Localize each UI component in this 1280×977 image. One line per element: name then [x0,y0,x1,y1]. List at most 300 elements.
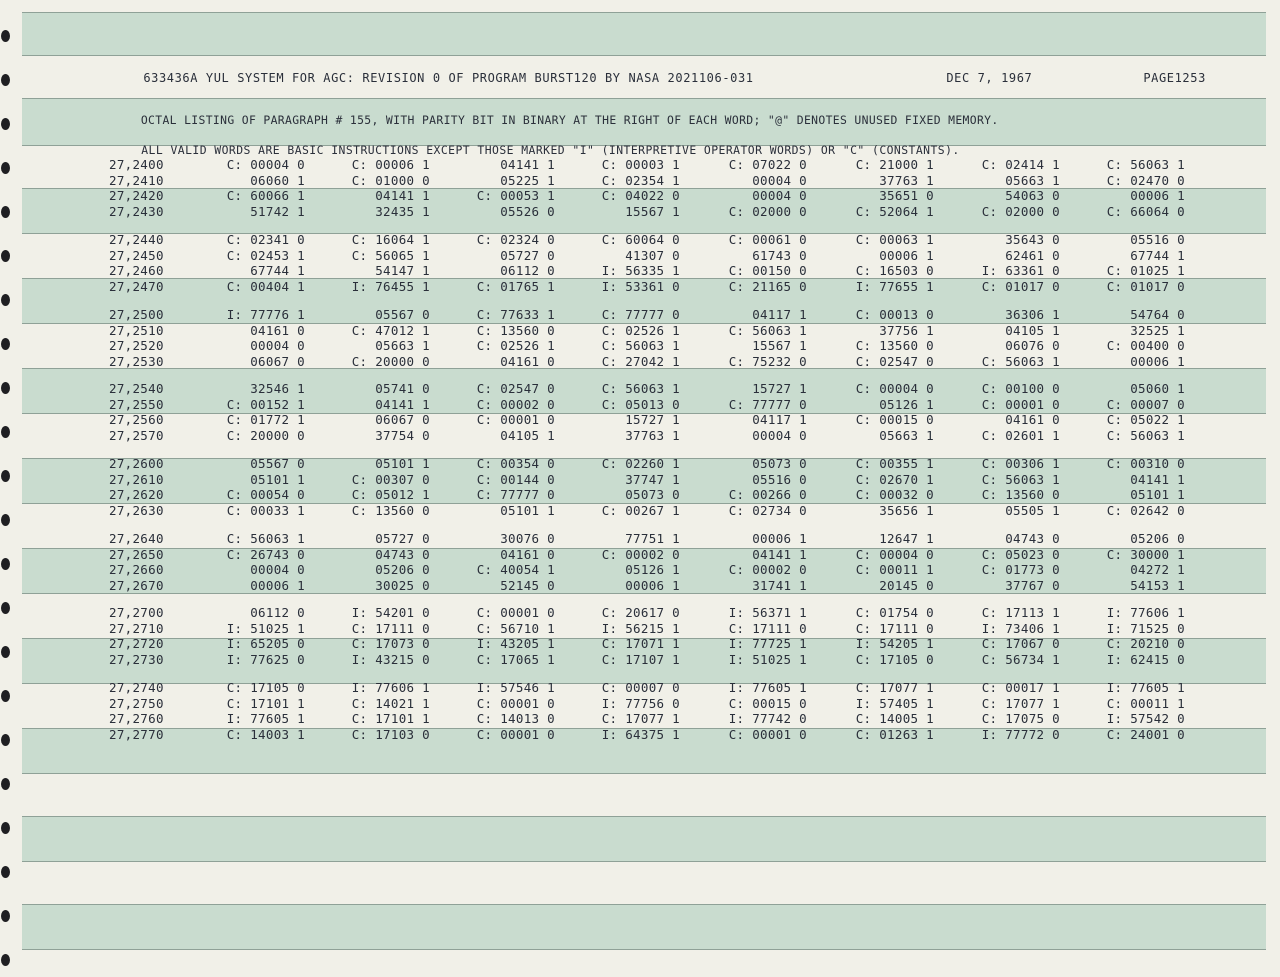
word-cell: C: 00002 0 [601,546,680,562]
word-cell: C: 56063 1 [1106,427,1185,443]
word-cell: 04141 1 [500,157,555,172]
word-cell: 31741 1 [752,577,807,593]
word-cell: 20145 0 [879,577,934,593]
address-cell: 27,2450 [109,247,164,263]
word-cell: C: 01263 1 [855,726,934,742]
listing-row [0,307,1280,322]
word-cell: C: 21165 0 [728,278,807,294]
word-cell: C: 00100 0 [981,381,1060,396]
word-cell: C: 56063 1 [728,322,807,338]
address-cell: 27,2410 [109,172,164,188]
word-cell: 15727 1 [625,412,680,427]
word-cell: C: 00267 1 [601,502,680,518]
address-cell: 27,2660 [109,562,164,577]
word-cell: 04272 1 [1130,562,1185,577]
word-cell: C: 56065 1 [351,247,430,263]
word-cell: C: 01773 0 [981,562,1060,577]
word-cell: C: 13560 0 [351,502,430,518]
word-cell: C: 14021 1 [351,695,430,711]
word-cell: C: 02260 1 [601,456,680,471]
word-cell: C: 56063 1 [601,381,680,396]
listing-row [0,354,1280,369]
word-cell: 05516 0 [1130,232,1185,247]
word-cell: C: 00001 0 [981,396,1060,412]
listing-row [0,562,1280,577]
listing-row [0,248,1280,263]
word-cell: 05206 0 [1130,531,1185,546]
address-cell: 27,2530 [109,353,164,369]
word-cell: 35643 0 [1005,232,1060,247]
listing-row [0,472,1280,487]
address-cell: 27,2440 [109,232,164,247]
word-cell: 04141 1 [375,188,430,203]
word-cell: 32525 1 [1130,322,1185,338]
word-cell: I: 65205 0 [226,636,305,651]
word-cell: C: 17077 1 [601,711,680,726]
word-cell: 35651 0 [879,188,934,203]
listing-row [0,680,1280,695]
word-cell: C: 14003 1 [226,726,305,742]
word-cell: C: 77777 0 [476,487,555,502]
constants-note: ALL VALID WORDS ARE BASIC INSTRUCTIONS EXCEPT THOSE MARKED "I" (INTERPRETIVE OPERATOR WORDS) OR "C" (CONSTANTS). [141,143,960,157]
word-cell: C: 05023 0 [981,546,1060,562]
word-cell: C: 01772 1 [226,412,305,427]
word-cell: 32546 1 [250,381,305,396]
word-cell: C: 00001 0 [476,412,555,427]
word-cell: C: 05012 1 [351,487,430,502]
address-cell: 27,2460 [109,263,164,278]
word-cell: C: 00001 0 [728,726,807,742]
word-cell: I: 43205 1 [476,636,555,651]
address-cell: 27,2630 [109,502,164,518]
word-cell: 36306 1 [1005,307,1060,322]
word-cell: I: 77605 1 [728,680,807,695]
word-cell: C: 56063 1 [981,471,1060,487]
word-cell: C: 00007 0 [601,680,680,695]
word-cell: C: 00054 0 [226,487,305,502]
word-cell: 15567 1 [625,203,680,219]
word-cell: C: 75232 0 [728,353,807,369]
word-cell: 05073 0 [625,487,680,502]
word-cell: C: 00013 0 [855,307,934,322]
word-cell: 37763 1 [879,172,934,188]
word-cell: I: 76455 1 [351,278,430,294]
listing-row [0,696,1280,711]
word-cell: 05567 0 [250,456,305,471]
word-cell: C: 20617 0 [601,605,680,620]
word-cell: 04141 1 [752,546,807,562]
word-cell: C: 56063 1 [226,531,305,546]
word-cell: 37756 1 [879,322,934,338]
word-cell: C: 77777 0 [728,396,807,412]
address-cell: 27,2670 [109,577,164,593]
word-cell: C: 26743 0 [226,546,305,562]
word-cell: C: 00266 0 [728,487,807,502]
word-cell: C: 14013 0 [476,711,555,726]
word-cell: C: 00033 1 [226,502,305,518]
word-cell: 05126 1 [879,396,934,412]
address-cell: 27,2570 [109,427,164,443]
listing-row [0,323,1280,338]
word-cell: 04105 1 [1005,322,1060,338]
feed-hole [1,910,10,922]
word-cell: 37763 1 [625,427,680,443]
word-cell: I: 57542 0 [1106,711,1185,726]
word-cell: I: 62415 0 [1106,651,1185,667]
word-cell: 00006 1 [625,577,680,593]
address-cell: 27,2720 [109,636,164,651]
address-cell: 27,2430 [109,203,164,219]
word-cell: C: 02453 1 [226,247,305,263]
green-bar [22,904,1266,950]
word-cell: C: 02734 0 [728,502,807,518]
word-cell: 15727 1 [752,381,807,396]
listing-row [0,727,1280,742]
word-cell: 35656 1 [879,502,934,518]
word-cell: 05663 1 [375,338,430,353]
word-cell: 05663 1 [879,427,934,443]
word-cell: C: 00002 0 [476,396,555,412]
word-cell: 06067 0 [250,353,305,369]
word-cell: C: 05022 1 [1106,412,1185,427]
listing-row [0,621,1280,636]
listing-row [0,188,1280,203]
word-cell: C: 02000 0 [981,203,1060,219]
listing-row [0,397,1280,412]
word-cell: C: 40054 1 [476,562,555,577]
address-cell: 27,2620 [109,487,164,502]
word-cell: 67744 1 [1130,247,1185,263]
word-cell: I: 77605 1 [226,711,305,726]
address-cell: 27,2550 [109,396,164,412]
word-cell: I: 51025 1 [728,651,807,667]
word-cell: 61743 0 [752,247,807,263]
word-cell: C: 00152 1 [226,396,305,412]
word-cell: 30025 0 [375,577,430,593]
word-cell: C: 02642 0 [1106,502,1185,518]
print-date: DEC 7, 1967 [946,71,1033,85]
address-cell: 27,2520 [109,338,164,353]
word-cell: C: 17103 0 [351,726,430,742]
word-cell: I: 77625 0 [226,651,305,667]
word-cell: C: 00017 1 [981,680,1060,695]
word-cell: I: 73406 1 [981,620,1060,636]
page-number: PAGE1253 [1143,71,1206,85]
word-cell: 04743 0 [375,546,430,562]
listing-row [0,578,1280,593]
word-cell: C: 00001 0 [476,605,555,620]
word-cell: C: 02601 1 [981,427,1060,443]
word-cell: C: 00053 1 [476,188,555,203]
word-cell: C: 00063 1 [855,232,934,247]
listing-row [0,487,1280,502]
word-cell: 05505 1 [1005,502,1060,518]
word-cell: C: 20000 0 [351,353,430,369]
word-cell: C: 17067 0 [981,636,1060,651]
word-cell: 32435 1 [375,203,430,219]
word-cell: 54764 0 [1130,307,1185,322]
word-cell: C: 77633 1 [476,307,555,322]
word-cell: C: 17107 1 [601,651,680,667]
word-cell: I: 77742 0 [728,711,807,726]
listing-row [0,547,1280,562]
word-cell: C: 17071 1 [601,636,680,651]
listing-row [0,279,1280,294]
word-cell: 54063 0 [1005,188,1060,203]
address-cell: 27,2640 [109,531,164,546]
word-cell: 30076 0 [500,531,555,546]
word-cell: 05101 1 [1130,487,1185,502]
job-title: 633436A YUL SYSTEM FOR AGC: REVISION 0 OF PROGRAM BURST120 BY NASA 2021106-031 [143,71,754,85]
word-cell: I: 51025 1 [226,620,305,636]
word-cell: I: 77772 0 [981,726,1060,742]
word-cell: C: 66064 0 [1106,203,1185,219]
green-bar [22,12,1266,56]
word-cell: 54147 1 [375,263,430,278]
word-cell: C: 16064 1 [351,232,430,247]
word-cell: C: 02547 0 [476,381,555,396]
feed-hole [1,118,10,130]
word-cell: 05741 0 [375,381,430,396]
listing-row [0,381,1280,396]
address-cell: 27,2700 [109,605,164,620]
word-cell: C: 00400 0 [1106,338,1185,353]
word-cell: 62461 0 [1005,247,1060,263]
word-cell: C: 02526 1 [476,338,555,353]
word-cell: C: 21000 1 [855,157,934,172]
word-cell: 04141 1 [375,396,430,412]
word-cell: 15567 1 [752,338,807,353]
word-cell: C: 00001 0 [476,695,555,711]
word-cell: 05663 1 [1005,172,1060,188]
word-cell: C: 14005 1 [855,711,934,726]
word-cell: C: 17111 0 [855,620,934,636]
word-cell: C: 00306 1 [981,456,1060,471]
listing-row [0,531,1280,546]
address-cell: 27,2420 [109,188,164,203]
feed-hole [1,954,10,966]
word-cell: 05073 0 [752,456,807,471]
word-cell: C: 02470 0 [1106,172,1185,188]
word-cell: I: 56371 1 [728,605,807,620]
word-cell: 06112 0 [250,605,305,620]
word-cell: C: 05013 0 [601,396,680,412]
word-cell: C: 01017 0 [1106,278,1185,294]
word-cell: 06112 0 [500,263,555,278]
word-cell: 04117 1 [752,412,807,427]
address-cell: 27,2750 [109,695,164,711]
word-cell: C: 00011 1 [1106,695,1185,711]
word-cell: I: 77606 1 [1106,605,1185,620]
address-cell: 27,2470 [109,278,164,294]
word-cell: 05101 1 [250,471,305,487]
address-cell: 27,2540 [109,381,164,396]
word-cell: C: 00307 0 [351,471,430,487]
feed-hole [1,74,10,86]
word-cell: I: 54205 1 [855,636,934,651]
listing-row [0,204,1280,219]
word-cell: 12647 1 [879,531,934,546]
word-cell: 41307 0 [625,247,680,263]
address-cell: 27,2740 [109,680,164,695]
word-cell: C: 17065 1 [476,651,555,667]
address-cell: 27,2650 [109,546,164,562]
word-cell: 00004 0 [752,427,807,443]
address-cell: 27,2760 [109,711,164,726]
word-cell: C: 13560 0 [981,487,1060,502]
word-cell: I: 77725 1 [728,636,807,651]
word-cell: C: 00015 0 [855,412,934,427]
word-cell: 05727 0 [375,531,430,546]
word-cell: 00004 0 [250,338,305,353]
word-cell: C: 60064 0 [601,232,680,247]
word-cell: I: 63361 0 [981,263,1060,278]
address-cell: 27,2730 [109,651,164,667]
word-cell: C: 20000 0 [226,427,305,443]
word-cell: I: 57546 1 [476,680,555,695]
word-cell: I: 77655 1 [855,278,934,294]
word-cell: C: 77777 0 [601,307,680,322]
word-cell: C: 00355 1 [855,456,934,471]
word-cell: 05060 1 [1130,381,1185,396]
word-cell: C: 00061 0 [728,232,807,247]
word-cell: I: 57405 1 [855,695,934,711]
word-cell: C: 02354 1 [601,172,680,188]
word-cell: I: 43215 0 [351,651,430,667]
address-cell: 27,2400 [109,157,164,172]
word-cell: 37754 0 [375,427,430,443]
word-cell: 51742 1 [250,203,305,219]
word-cell: C: 02547 0 [855,353,934,369]
address-cell: 27,2510 [109,322,164,338]
word-cell: C: 01000 0 [351,172,430,188]
word-cell: I: 77606 1 [351,680,430,695]
word-cell: 00006 1 [752,531,807,546]
word-cell: 05526 0 [500,203,555,219]
word-cell: 00006 1 [879,247,934,263]
word-cell: C: 24001 0 [1106,726,1185,742]
word-cell: C: 16503 0 [855,263,934,278]
word-cell: 05225 1 [500,172,555,188]
word-cell: C: 56063 1 [601,338,680,353]
listing-row [0,173,1280,188]
word-cell: C: 00006 1 [351,157,430,172]
word-cell: C: 01754 0 [855,605,934,620]
word-cell: 54153 1 [1130,577,1185,593]
word-cell: C: 17113 1 [981,605,1060,620]
word-cell: 04161 0 [250,322,305,338]
word-cell: C: 56710 1 [476,620,555,636]
word-cell: 00006 1 [1130,353,1185,369]
word-cell: I: 54201 0 [351,605,430,620]
address-cell: 27,2710 [109,620,164,636]
word-cell: 00006 1 [250,577,305,593]
word-cell: C: 52064 1 [855,203,934,219]
address-cell: 27,2560 [109,412,164,427]
word-cell: C: 27042 1 [601,353,680,369]
word-cell: C: 17077 1 [855,680,934,695]
word-cell: 37747 1 [625,471,680,487]
word-cell: 00004 0 [250,562,305,577]
word-cell: C: 30000 1 [1106,546,1185,562]
word-cell: C: 17105 0 [855,651,934,667]
word-cell: 00006 1 [1130,188,1185,203]
feed-hole [1,866,10,878]
word-cell: 06067 0 [375,412,430,427]
word-cell: 05206 0 [375,562,430,577]
word-cell: 06060 1 [250,172,305,188]
word-cell: C: 13560 0 [476,322,555,338]
word-cell: C: 17105 0 [226,680,305,695]
word-cell: C: 00011 1 [855,562,934,577]
word-cell: C: 02414 1 [981,157,1060,172]
word-cell: C: 56063 1 [981,353,1060,369]
word-cell: C: 00001 0 [476,726,555,742]
word-cell: C: 02324 0 [476,232,555,247]
feed-hole [1,778,10,790]
word-cell: C: 47012 1 [351,322,430,338]
word-cell: I: 64375 1 [601,726,680,742]
listing-row [0,428,1280,443]
word-cell: C: 00144 0 [476,471,555,487]
word-cell: 05727 0 [500,247,555,263]
word-cell: C: 56063 1 [1106,157,1185,172]
listing-row [0,157,1280,172]
word-cell: C: 01017 0 [981,278,1060,294]
word-cell: C: 00032 0 [855,487,934,502]
address-cell: 27,2770 [109,726,164,742]
word-cell: 05101 1 [500,502,555,518]
word-cell: 52145 0 [500,577,555,593]
word-cell: I: 77605 1 [1106,680,1185,695]
listing-row [0,338,1280,353]
listing-row [0,456,1280,471]
listing-note: OCTAL LISTING OF PARAGRAPH # 155, WITH PARITY BIT IN BINARY AT THE RIGHT OF EACH WORD; "@" DENOTES UNUSED FIXED MEMORY. [140,113,999,127]
word-cell: 05516 0 [752,471,807,487]
word-cell: C: 17073 0 [351,636,430,651]
word-cell: C: 00354 0 [476,456,555,471]
word-cell: I: 71525 0 [1106,620,1185,636]
word-cell: C: 01765 1 [476,278,555,294]
word-cell: C: 60066 1 [226,188,305,203]
word-cell: C: 17075 0 [981,711,1060,726]
word-cell: C: 00007 0 [1106,396,1185,412]
word-cell: 05101 1 [375,456,430,471]
word-cell: C: 17111 0 [351,620,430,636]
address-cell: 27,2610 [109,471,164,487]
feed-hole [1,294,10,306]
word-cell: I: 56335 1 [601,263,680,278]
word-cell: 04161 0 [1005,412,1060,427]
green-bar [22,816,1266,862]
listing-row [0,232,1280,247]
listing-row [0,263,1280,278]
listing-row [0,605,1280,620]
word-cell: 06076 0 [1005,338,1060,353]
word-cell: C: 02526 1 [601,322,680,338]
address-cell: 27,2500 [109,307,164,322]
word-cell: 00004 0 [752,188,807,203]
word-cell: C: 17101 1 [226,695,305,711]
word-cell: I: 77756 0 [601,695,680,711]
word-cell: 77751 1 [625,531,680,546]
word-cell: 04105 1 [500,427,555,443]
word-cell: 00004 0 [752,172,807,188]
listing-row [0,412,1280,427]
word-cell: C: 17111 0 [728,620,807,636]
word-cell: I: 56215 1 [601,620,680,636]
word-cell: 04743 0 [1005,531,1060,546]
